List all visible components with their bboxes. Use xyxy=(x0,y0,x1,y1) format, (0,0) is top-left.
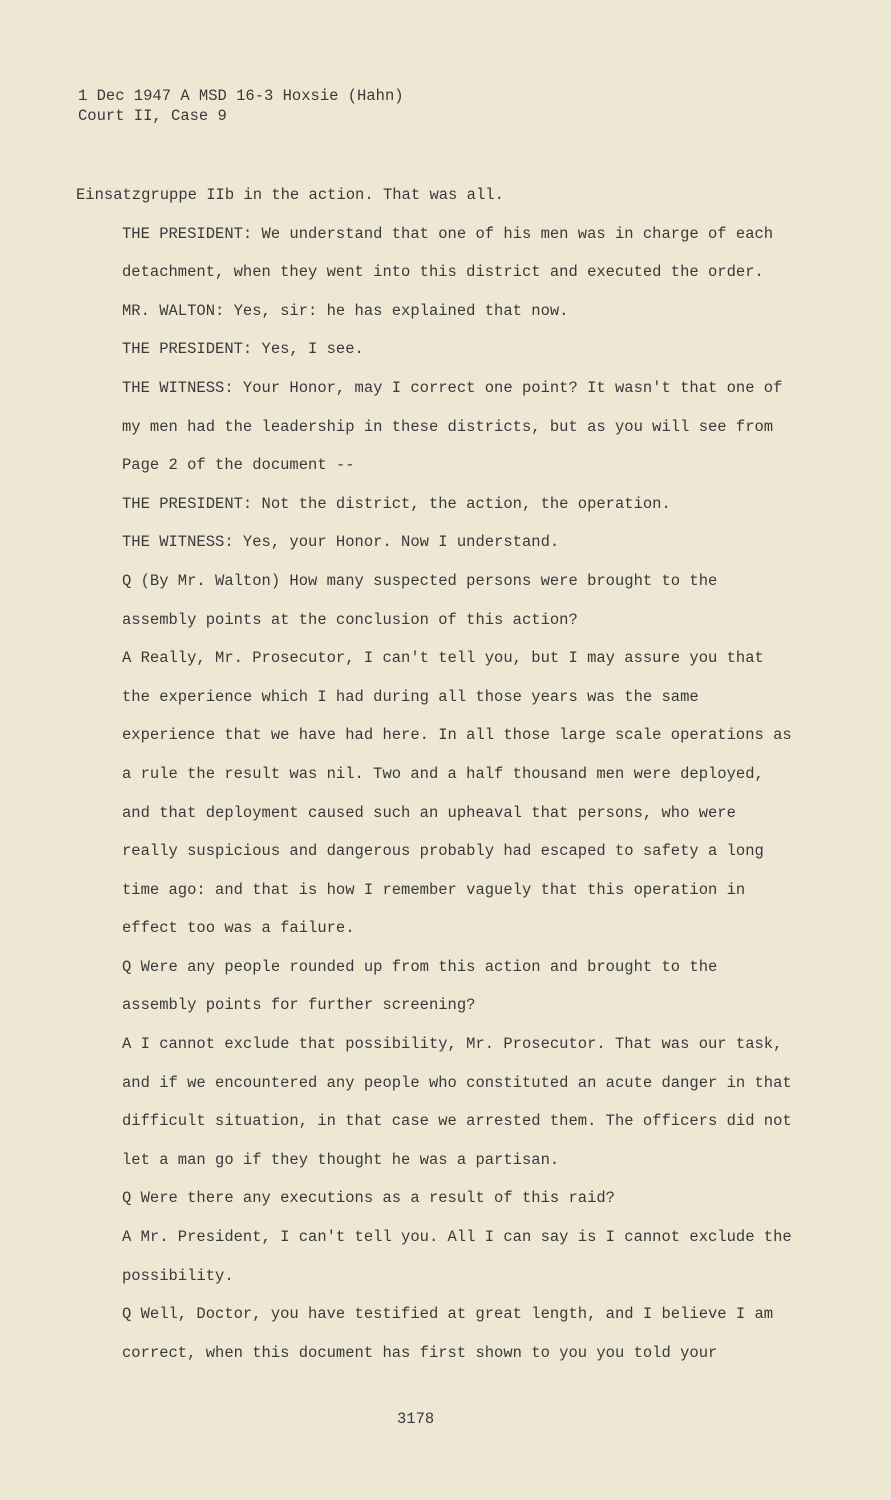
transcript-body xyxy=(76,176,796,1372)
transcript-paragraph: Einsatzgruppe IIb in the action. That was all. xyxy=(76,186,504,204)
transcript-paragraph: THE PRESIDENT: Not the district, the action, the operation. xyxy=(122,494,671,513)
header-line-2: Court II, Case 9 xyxy=(78,107,227,125)
transcript-paragraph: Q (By Mr. Walton) How many suspected persons were brought to the assembly points at the conclusion of this action? xyxy=(122,571,718,629)
transcript-paragraph: THE PRESIDENT: We understand that one of his men was in charge of each detachment, when they went into this district and executed the order. xyxy=(122,224,774,282)
transcript-paragraph: A Really, Mr. Prosecutor, I can't tell you, but I may assure you that the experience which I had during all those years was the same experience that we have had here. In all those large scale operations as a rule the result was nil. Two and a half thousand men were deployed, and that deployment caused such an upheaval that persons, who were really suspicious and dangerous probably had escaped to safety a long time ago: and that is how I remember vaguely that this operation in effect too was a failure. xyxy=(122,649,792,938)
page-number: 3178 xyxy=(397,1410,435,1428)
document-header xyxy=(78,86,404,126)
transcript-paragraph: Q Were any people rounded up from this action and brought to the assembly points for further screening? xyxy=(122,957,718,1015)
transcript-paragraph: THE WITNESS: Your Honor, may I correct one point? It wasn't that one of my men had the leadership in these districts, but as you will see from Page 2 of the document -- xyxy=(122,378,783,475)
transcript-paragraph: THE PRESIDENT: Yes, I see. xyxy=(122,340,364,359)
transcript-paragraph: THE WITNESS: Yes, your Honor. Now I understand. xyxy=(122,533,560,552)
header-line-1: 1 Dec 1947 A MSD 16-3 Hoxsie (Hahn) xyxy=(78,87,404,105)
transcript-paragraph: Q Well, Doctor, you have testified at great length, and I believe I am correct, when this document has first shown to you you told your xyxy=(122,1305,774,1362)
transcript-paragraph: Q Were there any executions as a result of this raid? xyxy=(122,1189,615,1208)
transcript-paragraph: A I cannot exclude that possibility, Mr. Prosecutor. That was our task, and if we encountered any people who constituted an acute danger in that difficult situation, in that case we arrested them. The officers did not let a man go if they thought he was a partisan. xyxy=(122,1035,792,1169)
transcript-paragraph: MR. WALTON: Yes, sir: he has explained that now. xyxy=(122,301,569,320)
transcript-paragraph: A Mr. President, I can't tell you. All I can say is I cannot exclude the possibility. xyxy=(122,1228,792,1285)
